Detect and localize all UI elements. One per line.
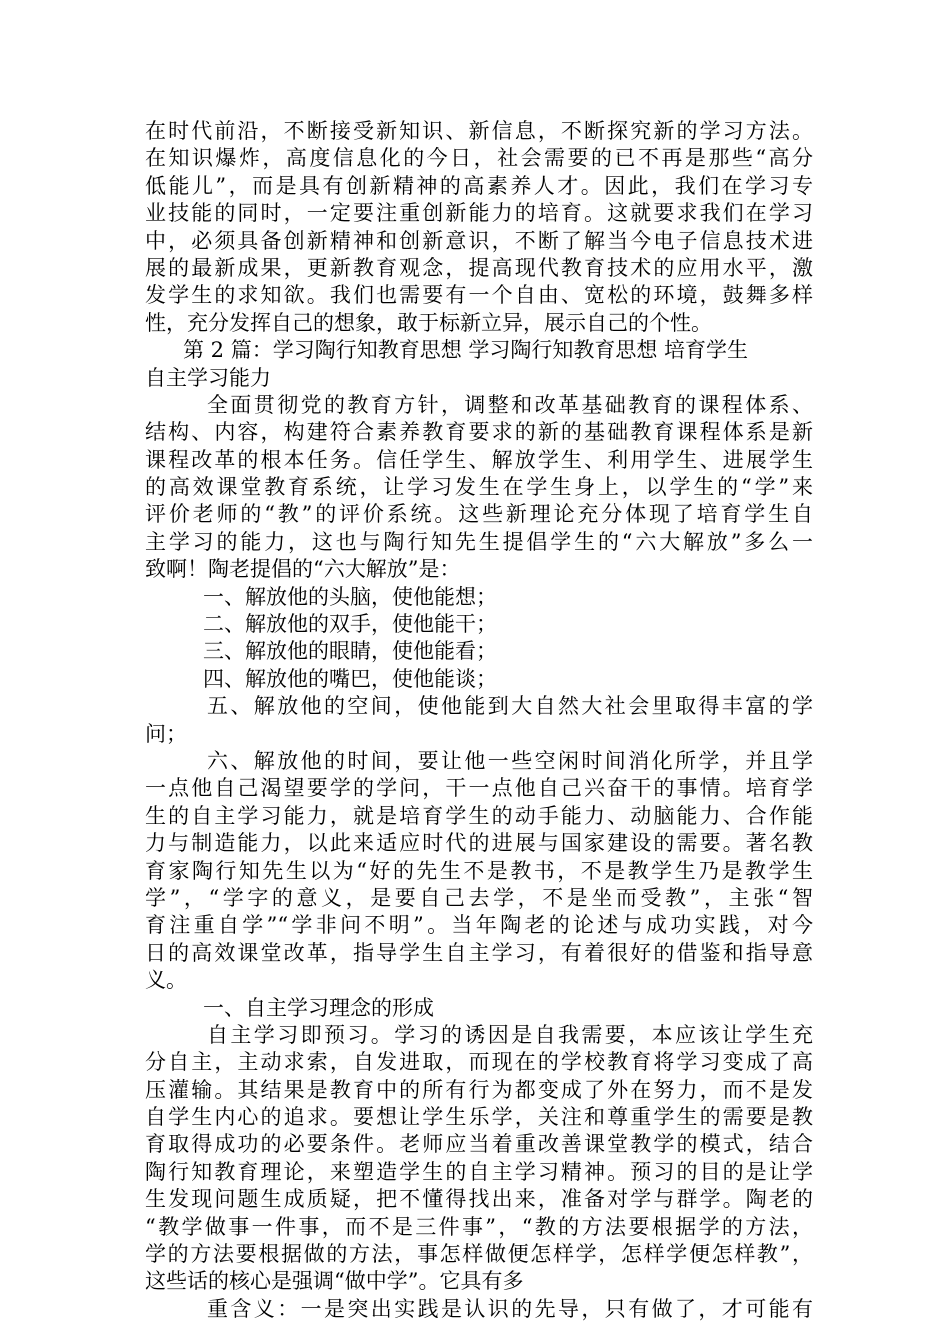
text-line: 性，充分发挥自己的想象，敢于标新立异，展示自己的个性。 [145,310,712,335]
list-item: 问； [145,721,187,746]
text-line: 生发现问题生成质疑，把不懂得找出来，准备对学与群学。陶老的 [145,1187,813,1212]
text-line: 在知识爆炸，高度信息化的今日，社会需要的已不再是那些“高分 [145,146,813,171]
text-line: 六、解放他的时间，要让他一些空闲时间消化所学，并且学 [207,748,813,773]
article-title [145,337,813,392]
paragraph-meaning [145,1296,813,1323]
list-item: 三、解放他的眼睛，使他能看； [203,639,497,664]
text-line: 重含义：一是突出实践是认识的先导，只有做了，才可能有 [207,1296,813,1321]
text-line: “教学做事一件事，而不是三件事”，“教的方法要根据学的方法， [145,1214,813,1239]
paragraph-sixth-liberation [145,748,813,995]
paragraph-intro [145,392,813,584]
text-line: 义。 [145,968,187,993]
paragraph-self-study [145,1022,813,1296]
text-line: 发学生的求知欲。我们也需要有一个自由、宽松的环境，鼓舞多样 [145,283,813,308]
section-heading: 一、自主学习理念的形成 [203,995,434,1020]
text-line: 课程改革的根本任务。信任学生、解放学生、利用学生、进展学生 [145,447,813,472]
document-page [145,118,813,1323]
list-item: 二、解放他的双手，使他能干； [203,612,497,637]
paragraph-innovation [145,118,813,337]
text-line: 中，必须具备创新精神和创新意识，不断了解当今电子信息技术进 [145,228,813,253]
text-line: 日的高效课堂改革，指导学生自主学习，有着很好的借鉴和指导意 [145,940,813,965]
text-line: 陶行知教育理论，来塑造学生的自主学习精神。预习的目的是让学 [145,1159,813,1184]
text-line: 在时代前沿，不断接受新知识、新信息，不断探究新的学习方法。 [145,119,813,143]
text-line: 分自主，主动求索，自发进取，而现在的学校教育将学习变成了高 [145,1050,813,1075]
text-line: 力与制造能力，以此来适应时代的进展与国家建设的需要。著名教 [145,831,813,856]
text-line: 自学生内心的追求。要想让学生乐学，关注和尊重学生的需要是教 [145,1105,813,1130]
list-item: 五、解放他的空间，使他能到大自然大社会里取得丰富的学 [207,694,813,719]
title-line: 自主学习能力 [145,365,271,390]
list-item: 一、解放他的头脑，使他能想； [203,584,497,609]
text-line: 自主学习即预习。学习的诱因是自我需要，本应该让学生充 [207,1022,813,1047]
text-line: 生的自主学习能力，就是培育学生的动手能力、动脑能力、合作能 [145,803,813,828]
list-item: 四、解放他的嘴巴，使他能谈； [203,666,497,691]
text-line: 低能儿”，而是具有创新精神的高素养人才。因此，我们在学习专 [145,173,813,198]
text-line: 全面贯彻党的教育方针，调整和改革基础教育的课程体系、 [207,392,813,417]
text-line: 学的方法要根据做的方法，事怎样做便怎样学，怎样学便怎样教”， [145,1242,813,1267]
text-line: 学”，“学字的意义，是要自己去学，不是坐而受教”，主张“智 [145,885,813,910]
text-line: 育家陶行知先生以为“好的先生不是教书，不是教学生乃是教学生 [145,858,813,883]
six-liberations-list [145,584,813,748]
text-line: 评价老师的“教”的评价系统。这些新理论充分体现了培育学生自 [145,502,813,527]
title-line: 第 2 篇：学习陶行知教育思想 学习陶行知教育思想 培育学生 [183,338,749,363]
text-line: 育取得成功的必要条件。老师应当着重改善课堂教学的模式，结合 [145,1132,813,1157]
text-line: 业技能的同时，一定要注重创新能力的培育。这就要求我们在学习 [145,201,813,226]
text-line: 这些话的核心是强调“做中学”。它具有多 [145,1269,524,1294]
text-line: 致啊！陶老提倡的“六大解放”是： [145,557,461,582]
text-line: 的高效课堂教育系统，让学习发生在学生身上，以学生的“学”来 [145,475,813,500]
text-line: 压灌输。其结果是教育中的所有行为都变成了外在努力，而不是发 [145,1077,813,1102]
text-line: 展的最新成果，更新教育观念，提高现代教育技术的应用水平，激 [145,255,813,280]
text-line: 育注重自学”“学非问不明”。当年陶老的论述与成功实践，对今 [145,913,813,938]
text-line: 结构、内容，构建符合素养教育要求的新的基础教育课程体系是新 [145,420,813,445]
text-line: 一点他自己渴望要学的学问，干一点他自己兴奋干的事情。培育学 [145,776,813,801]
text-line: 主学习的能力，这也与陶行知先生提倡学生的“六大解放”多么一 [145,529,813,554]
